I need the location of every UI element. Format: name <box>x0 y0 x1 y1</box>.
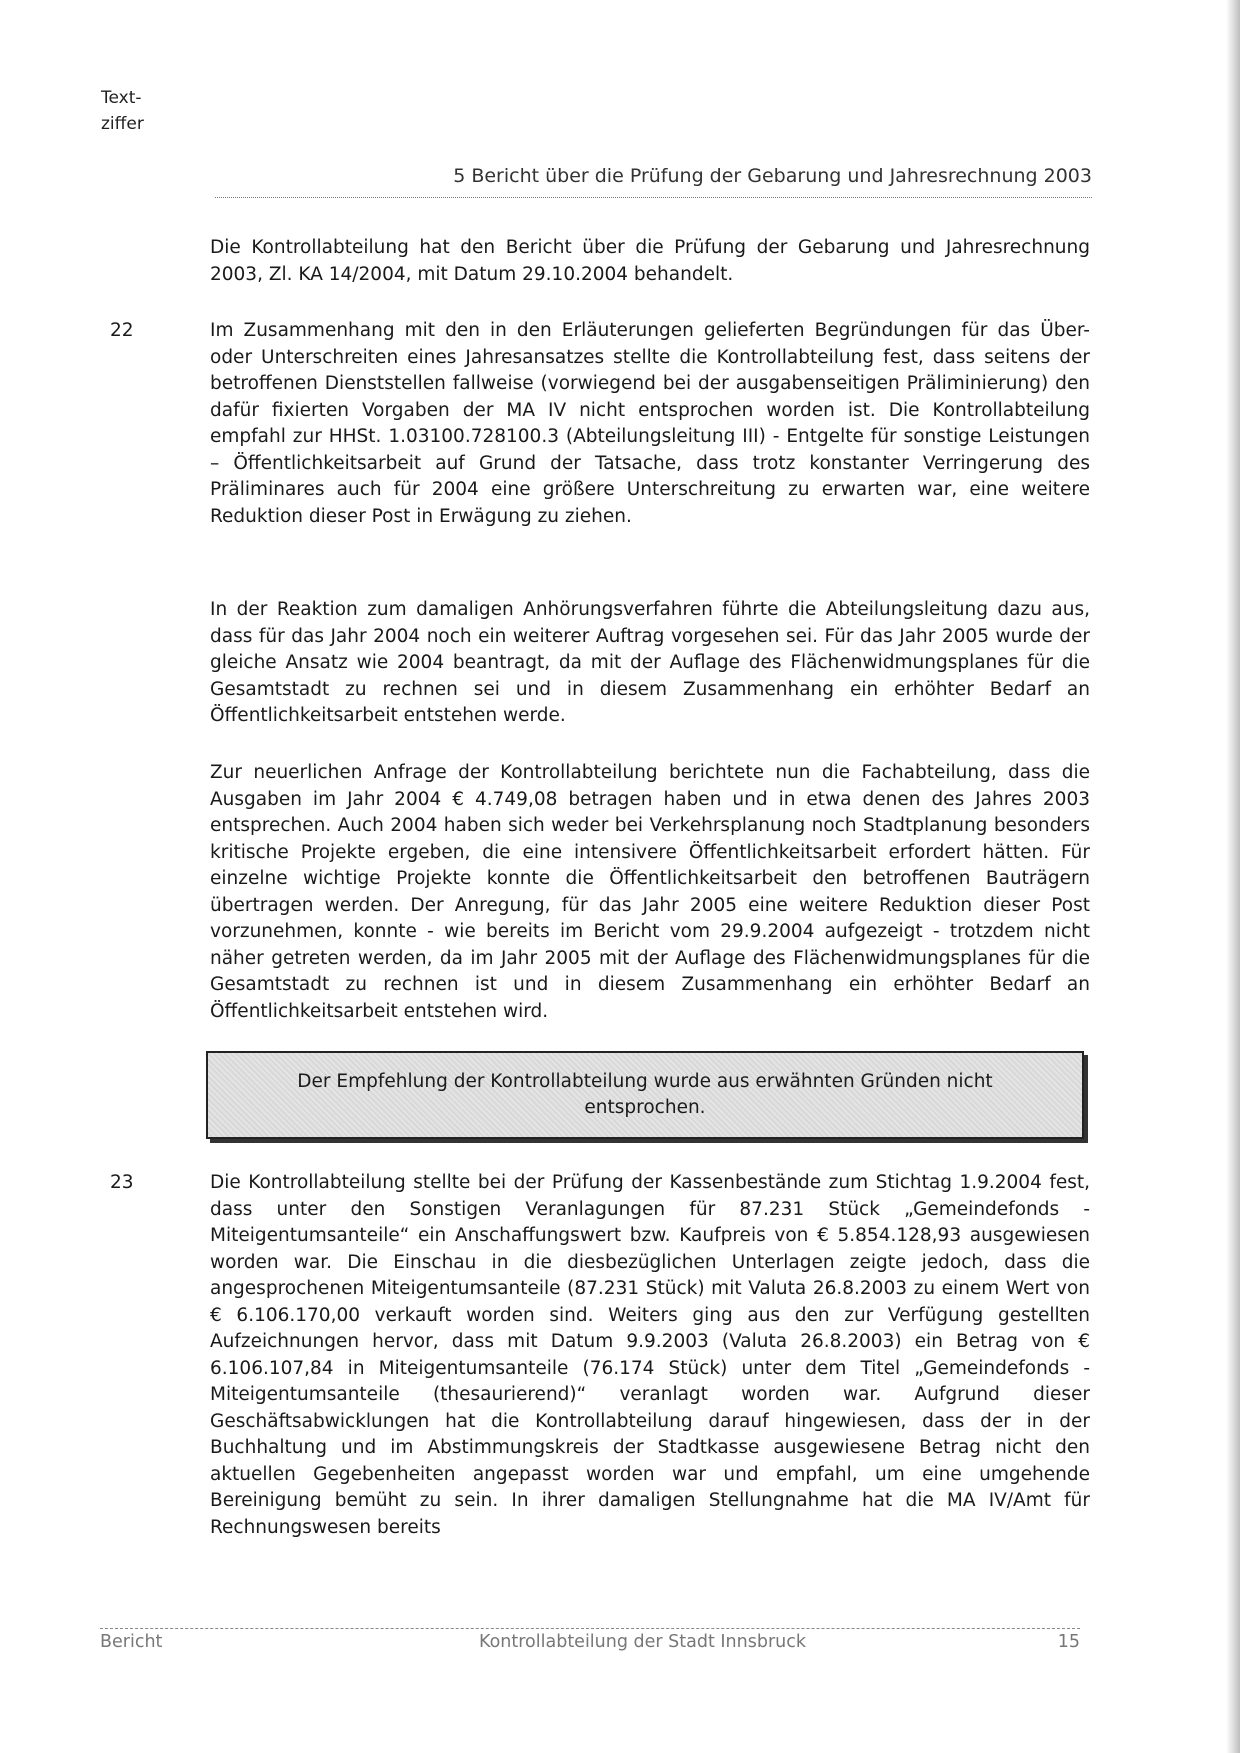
section-title: 5 Bericht über die Prüfung der Gebarung und Jahresrechnung 2003 <box>215 165 1092 198</box>
textziffer-number-22: 22 <box>110 320 134 341</box>
footer-organization: Kontrollabteilung der Stadt Innsbruck <box>478 1632 806 1652</box>
callout-text: Der Empfehlung der Kontrollabteilung wurde aus erwähnten Gründen nicht entsprochen. <box>297 1070 993 1118</box>
tz23-paragraph-1: Die Kontrollabteilung stellte bei der Prüfung der Kassenbestände zum Stichtag 1.9.2004 fest, dass unter den Sonstigen Veranlagungen für 87.231 Stück „Gemeindefonds - Miteigentumsanteile“ ein Anschaffungswert bzw. Kaufpreis von € 5.854.128,93 ausgewiesen worden war. Die Einschau in die diesbezüglichen Unterlagen zeigte jedoch, dass die angesprochenen Miteigentumsanteile (87.231 Stück) mit Valuta 26.8.2003 zu einem Wert von € 6.106.170,00 verkauft worden sind. Weiters ging aus den zur Verfügung gestellten Aufzeichnungen hervor, dass mit Datum 9.9.2003 (Valuta 26.8.2003) ein Betrag von € 6.106.107,84 in Miteigentumsanteile (76.174 Stück) unter dem Titel „Gemeindefonds - Miteigentumsanteile (thesaurierend)“ veranlagt worden war. Aufgrund dieser Geschäftsabwicklungen hat die Kontrollabteilung darauf hingewiesen, dass der in der Buchhaltung und im Abstimmungskreis der Stadtkasse ausgewiesene Betrag nicht den aktuellen Gegebenheiten angepasst worden war und empfahl, um eine umgehende Bereinigung bemüht zu sein. In ihrer damaligen Stellungnahme hat die MA IV/Amt für Rechnungswesen bereits <box>210 1172 1090 1538</box>
tz22-paragraph-2: In der Reaktion zum damaligen Anhörungsverfahren führte die Abteilungsleitung dazu aus, dass für das Jahr 2004 noch ein weiterer Auftrag vorgesehen sei. Für das Jahr 2005 wurde der gleiche Ansatz wie 2004 beantragt, da mit der Auflage des Flächenwidmungsplanes für die Gesamtstadt zu rechnen sei und in diesem Zusammenhang ein erhöhter Bedarf an Öffentlichkeitsarbeit entstehen werde. <box>210 599 1090 726</box>
footer-report-label: Bericht <box>100 1632 163 1652</box>
textziffer-number-23: 23 <box>110 1172 134 1193</box>
tz22-paragraph-1: Im Zusammenhang mit den in den Erläuterungen gelieferten Begründungen für das Über- oder Unterschreiten eines Jahresansatzes stellte die Kontrollabteilung fest, dass seitens der betroffenen Dienststellen fallweise (vorwiegend bei der ausgabenseitigen Präliminierung) den dafür fixierten Vorgaben der MA IV nicht entsprochen worden ist. Die Kontrollabteilung empfahl zur HHSt. 1.03100.728100.3 (Abteilungsleitung III) - Entgelte für sonstige Leistungen – Öffentlichkeitsarbeit auf Grund der Tatsache, dass trotz konstanter Verringerung des Präliminares auch für 2004 eine größere Unterschreitung zu erwarten war, eine weitere Reduktion dieser Post in Erwägung zu ziehen. <box>210 320 1090 527</box>
intro-paragraph: Die Kontrollabteilung hat den Bericht über die Prüfung der Gebarung und Jahresrechnung 2003, Zl. KA 14/2004, mit Datum 29.10.2004 behandelt. <box>210 237 1090 285</box>
footer-divider <box>100 1628 1080 1629</box>
textziffer-line2: ziffer <box>101 114 144 134</box>
recommendation-callout <box>206 1051 1084 1139</box>
scan-edge <box>1226 0 1240 1753</box>
textziffer-line1: Text- <box>101 88 142 108</box>
textziffer-label <box>101 85 144 137</box>
tz22-paragraph-3: Zur neuerlichen Anfrage der Kontrollabteilung berichtete nun die Fachabteilung, dass die Ausgaben im Jahr 2004 € 4.749,08 betragen haben und in etwa denen des Jahres 2003 entsprechen. Auch 2004 haben sich weder bei Verkehrsplanung noch Stadtplanung besonders kritische Projekte ergeben, die eine intensivere Öffentlichkeitsarbeit erfordert hätten. Für einzelne wichtige Projekte konnte die Öffentlichkeitsarbeit den betroffenen Bauträgern übertragen werden. Der Anregung, für das Jahr 2005 eine weitere Reduktion dieser Post vorzunehmen, konnte - wie bereits im Bericht vom 29.9.2004 aufgezeigt - trotzdem nicht näher getreten werden, da im Jahr 2005 mit der Auflage des Flächenwidmungsplanes für die Gesamtstadt zu rechnen ist und in diesem Zusammenhang ein erhöhter Bedarf an Öffentlichkeitsarbeit entstehen wird. <box>210 762 1090 1022</box>
page-number: 15 <box>1057 1632 1080 1652</box>
